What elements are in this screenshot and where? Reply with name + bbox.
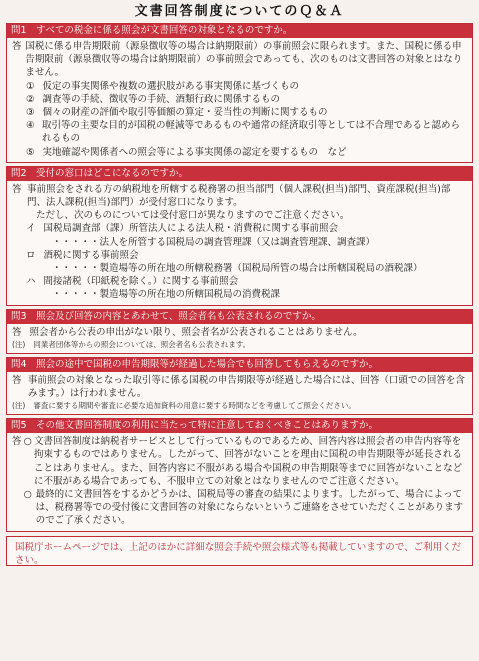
item-text: 間接諸税（印紙税を除く。）に関する事前照会 <box>43 276 239 288</box>
answer-3-text: 照会者から公表の申出がない限り、照会者名が公表されることはありません。 <box>29 326 363 338</box>
item-marker: ○ <box>23 436 32 448</box>
answer-mark: 答 <box>12 374 22 386</box>
item-text: 酒税に関する事前照会 <box>43 249 139 261</box>
item-marker: イ <box>26 223 36 235</box>
footnote-text: 同業者団体等からの照会については、照会者名も公表されます。 <box>33 339 251 349</box>
answer-5-list <box>24 435 467 527</box>
item-marker: ○ <box>23 489 32 501</box>
page-title: 文書回答制度についてのＱ＆Ａ <box>134 4 345 19</box>
item-detail: ・・・・・法人を所管する国税局の調査管理課（又は調査管理課、調査課） <box>52 236 376 248</box>
answer-2 <box>12 183 467 209</box>
question-4-heading: 問4 照会の途中で国税の申告期限等が経過した場合でも回答してもらえるのですか。 <box>7 358 472 372</box>
question-1-body <box>7 38 472 162</box>
list-item <box>12 119 467 145</box>
item-text: 取引等の主要な目的が国税の軽減等であるものや通常の経済取引等としては不合理であると認められるもの <box>41 120 460 145</box>
item-marker: ⑤ <box>26 146 35 158</box>
question-1 <box>6 23 473 163</box>
question-3-body <box>7 324 472 353</box>
footnote-mark: (注) <box>12 339 26 349</box>
list-item <box>12 80 467 93</box>
answer-4 <box>12 374 467 400</box>
question-4 <box>6 357 473 415</box>
item-text: 文書回答制度は納税者サービスとして行っているものであるため、回答内容は照会者の申告内容等を拘束するものではありません。したがって、回答がないことを理由に国税の申告期限等が延長されることはありません。また、回答内容に不服がある場合や国税の申告期限等までに回答がないことなどに不服がある場合であっても、不服申立ての対象とはなりませんのでご注意ください。 <box>34 436 463 487</box>
answer-1-text: 国税に係る申告期限前（源泉徴収等の場合は納期限前）の事前照会に限られます。また、国税に係る申告期限前（源泉徴収等の場合は納期限前）の事前照会であっても、次のものは文書回答の対象とはなりません。 <box>25 41 463 79</box>
answer-4-text: 事前照会の対象となった取引等に係る国税の申告期限等が経過した場合には、回答（口頭での回答を含みます。）は行われません。 <box>27 374 465 400</box>
list-item <box>12 249 467 262</box>
item-text: 個々の財産の評価や取引等価額の算定・妥当性の判断に関するもの <box>42 107 328 119</box>
question-5-body <box>7 433 472 530</box>
footnote <box>12 339 467 350</box>
homepage-notice: 国税庁ホームページでは、上記のほかに詳細な照会手続や照会様式等も掲載していますので、ご利用ください。 <box>6 536 473 566</box>
question-4-body <box>7 372 472 414</box>
item-text: 最終的に文書回答をするかどうかは、国税局等の審査の結果によります。したがって、場合によっては、税務署等での受付後に文書回答の対象にならないというご連絡をさせていただくことがありますのでご了承ください。 <box>35 489 464 527</box>
answer-5 <box>12 435 467 527</box>
question-1-heading: 問1 すべての税金に係る照会が文書回答の対象となるのですか。 <box>7 24 472 38</box>
item-marker: ロ <box>26 249 36 261</box>
item-marker: ハ <box>26 276 36 288</box>
item-text: 国税局調査部（課）所管法人による法人税・消費税に関する事前照会 <box>43 223 339 235</box>
item-marker: ③ <box>26 107 35 119</box>
item-text: 実地確認や関係者への照会等による事実関係の認定を要するもの など <box>42 146 347 158</box>
answer-2-text: 事前照会をされる方の納税地を所轄する税務署の担当部門（個人課税(担当)部門、資産課税(担当)部門、法人課税(担当)部門）が受付窓口になります。 <box>27 183 451 209</box>
item-detail: ・・・・・製造場等の所在地の所轄国税局の消費税課 <box>52 289 281 301</box>
list-item <box>12 93 467 106</box>
item-marker: ② <box>26 93 35 105</box>
list-item <box>12 146 467 159</box>
item-text: 調査等の手続、徴収等の手続、酒類行政に関係するもの <box>42 93 281 105</box>
answer-2-note: ただし、次のものについては受付窓口が異なりますのでご注意ください。 <box>36 210 350 222</box>
item-marker: ④ <box>26 120 35 132</box>
question-5-heading: 問5 その他文書回答制度の利用に当たって特に注意しておくべきことはありますか。 <box>7 419 472 433</box>
item-marker: ① <box>26 80 35 92</box>
question-5 <box>6 418 473 531</box>
footnote-mark: (注) <box>12 401 26 411</box>
list-item <box>12 222 467 235</box>
answer-mark: 答 <box>12 41 22 52</box>
question-3 <box>6 309 473 354</box>
item-detail: ・・・・・製造場等の所在地の所轄税務署（国税局所管の場合は所轄国税局の酒税課） <box>52 263 423 275</box>
footnote-text: 審査に要する期間や審査に必要な追加資料の用意に要する時間などを考慮してご照会ください。 <box>33 401 356 411</box>
answer-mark: 答 <box>12 326 22 338</box>
item-text: 仮定の事実関係や複数の選択肢がある事実関係に基づくもの <box>42 80 300 92</box>
list-item <box>12 106 467 119</box>
question-2 <box>6 166 473 306</box>
question-3-heading: 問3 照会及び回答の内容とあわせて、照会者名も公表されるのですか。 <box>7 310 472 324</box>
list-item <box>12 275 467 288</box>
list-item <box>24 488 467 528</box>
answer-1 <box>12 40 467 80</box>
qa-document <box>6 4 473 566</box>
answer-mark: 答 <box>12 183 22 195</box>
footnote <box>12 400 467 411</box>
list-item <box>24 435 467 488</box>
answer-3 <box>12 326 467 339</box>
question-2-heading: 問2 受付の窓口はどこになるのですか。 <box>7 167 472 181</box>
question-2-body <box>7 181 472 305</box>
answer-mark: 答 <box>12 436 22 448</box>
